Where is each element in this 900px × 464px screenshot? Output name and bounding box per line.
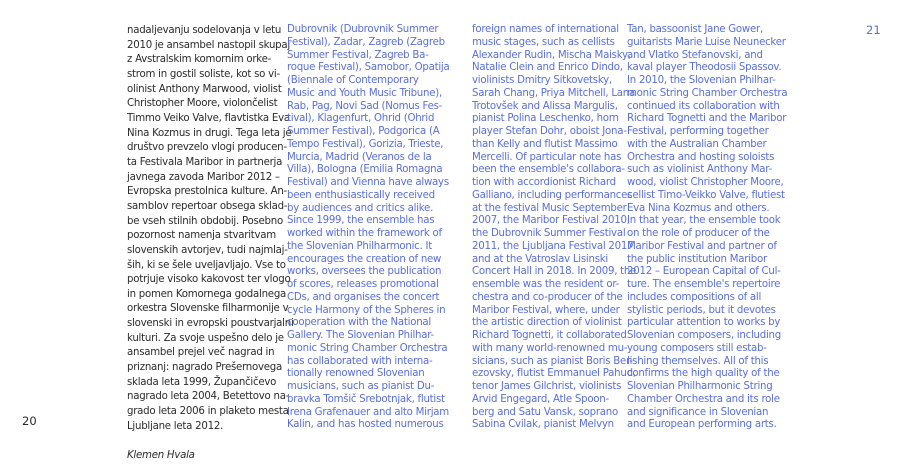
text-line: sicians, such as pianist Boris Ber-: [472, 355, 633, 367]
text-line: on the role of producer of the: [627, 228, 770, 239]
text-line: društvo prevzelo vlogi producen-: [127, 142, 287, 154]
text-line: 2010 je ansambel nastopil skupaj: [127, 39, 290, 51]
text-line: monic String Chamber Orchestra: [627, 87, 788, 99]
text-line: Since 1999, the ensemble has: [287, 215, 435, 227]
text-line: Sabina Cvilak, pianist Melvyn: [472, 419, 614, 431]
text-line: the artistic direction of violinist: [472, 317, 622, 329]
text-line: Alexander Rudin, Mischa Maisky,: [472, 49, 631, 61]
text-line: than Kelly and flutist Massimo: [472, 138, 618, 150]
text-line: grado leta 2006 in plaketo mesta: [127, 406, 289, 418]
text-line: continued its collaboration with: [627, 100, 780, 112]
text-line: in pomen Komornega godalnega: [127, 288, 287, 300]
text-line: Gallery. The Slovenian Philhar-: [287, 330, 434, 341]
text-line: been enthusiastically received: [287, 189, 435, 201]
text-line: ta Festivala Maribor in partnerja: [127, 156, 283, 168]
text-line: Festival) and Vienna have always: [287, 177, 449, 188]
text-line: Dubrovnik (Dubrovnik Summer: [287, 24, 439, 35]
page-number-left: 20: [22, 414, 37, 428]
text-line: pianist Polina Leschenko, horn: [472, 113, 619, 125]
text-line: CDs, and organises the concert: [287, 291, 440, 303]
text-line: Richard Tognetti, it collaborated: [472, 330, 627, 341]
text-line: nagrado leta 2004, Betettovo na-: [127, 391, 290, 403]
text-line: In that year, the ensemble took: [627, 215, 781, 227]
text-line: encourages the creation of new: [287, 253, 442, 265]
text-line: such as violinist Anthony Mar-: [627, 164, 773, 176]
text-line: the public institution Maribor: [627, 253, 767, 265]
text-line: kaval player Theodosii Spassov.: [627, 62, 782, 74]
text-line: ansambel prejel več nagrad in: [127, 347, 275, 359]
text-line: Slovenian composers, including: [627, 330, 781, 341]
text-line: and significance in Slovenian: [627, 406, 769, 418]
text-line: z Avstralskim komornim orke-: [127, 54, 272, 66]
text-line: nadaljevanju sodelovanja v letu: [127, 25, 282, 36]
text-line: ensemble was the resident or-: [472, 279, 620, 290]
text-line: 2007, the Maribor Festival 2010,: [472, 215, 630, 227]
text-line: bravka Tomšič Srebotnjak, flutist: [287, 393, 445, 405]
text-line: 2012 – European Capital of Cul-: [627, 266, 781, 278]
text-line: Festival, performing together: [627, 126, 769, 137]
text-line: Natalie Clein and Enrico Dindo,: [472, 62, 623, 74]
text-line: Murcia, Madrid (Veranos de la: [287, 151, 432, 163]
text-line: cycle Harmony of the Spheres in: [287, 304, 446, 316]
text-line: violinists Dmitry Sitkovetsky,: [472, 75, 612, 86]
text-line: tionally renowned Slovenian: [287, 368, 425, 380]
text-line: Trotovšek and Alissa Margulis,: [472, 100, 618, 112]
text-line: potrjuje visoko kakovost ter vlogo: [127, 274, 291, 286]
text-line: monic String Chamber Orchestra: [287, 342, 448, 354]
text-line: and Vlatko Stefanovski, and: [627, 49, 763, 61]
text-line: Concert Hall in 2018. In 2009, the: [472, 266, 637, 278]
text-line: particular attention to works by: [627, 317, 781, 329]
text-line: 2011, the Ljubljana Festival 2017: [472, 240, 634, 252]
text-line: Ljubljane leta 2012.: [127, 420, 224, 432]
text-line: Maribor Festival, where, under: [472, 304, 620, 316]
text-line: strom in gostil soliste, kot so vi-: [127, 68, 280, 80]
text-line: In 2010, the Slovenian Philhar-: [627, 75, 776, 86]
text-line: at the festival Music September: [472, 202, 627, 214]
text-line: Evropska prestolnica kulture. An-: [127, 186, 287, 198]
text-line: Timmo Veiko Valve, flavtistka Eva: [127, 112, 290, 124]
text-line: slovenski in evropski poustvarjalni: [127, 318, 294, 330]
text-line: with many world-renowned mu-: [472, 342, 628, 354]
text-line: ture. The ensemble's repertoire: [627, 279, 781, 290]
text-line: priznanj: nagrado Prešernovega: [127, 362, 283, 374]
english-text-column-3: [627, 24, 792, 432]
text-line: wood, violist Christopher Moore,: [627, 177, 784, 188]
text-line: guitarists Marie Luise Neunecker: [627, 36, 786, 48]
text-line: works, oversees the publication: [287, 266, 442, 278]
english-text-column-1: [287, 24, 452, 432]
text-line: be vseh stilnih obdobij. Posebno: [127, 215, 283, 227]
text-line: Summer Festival), Podgorica (A: [287, 126, 440, 137]
text-line: of scores, releases promotional: [287, 279, 439, 290]
text-line: Arvid Engegard, Atle Spoon-: [472, 393, 609, 405]
text-line: Tempo Festival), Gorizia, Trieste,: [287, 138, 444, 150]
text-line: pozornost namenja stvaritvam: [127, 230, 276, 242]
text-line: worked within the framework of: [287, 228, 442, 239]
text-line: orkestra Slovenske filharmonije v: [127, 303, 289, 315]
text-line: player Stefan Dohr, oboist Jona-: [472, 126, 627, 137]
text-line: tival), Klagenfurt, Ohrid (Ohrid: [287, 113, 435, 125]
text-line: Irena Grafenauer and alto Mirjam: [287, 406, 449, 418]
text-line: stylistic periods, but it devotes: [627, 304, 776, 316]
text-line: Music and Youth Music Tribune),: [287, 87, 442, 99]
text-line: cellist Timo-Veikko Valve, flutiest: [627, 189, 785, 201]
text-line: Summer Festival, Zagreb Ba-: [287, 49, 429, 61]
text-line: Festival), Zadar, Zagreb (Zagreb: [287, 36, 445, 48]
text-line: Rab, Pag, Novi Sad (Nomus Fes-: [287, 100, 443, 112]
text-line: Mercelli. Of particular note has: [472, 151, 622, 163]
text-line: Eva Nina Kozmus and others.: [627, 202, 770, 214]
text-line: (Biennale of Contemporary: [287, 75, 419, 86]
text-line: been the ensemble's collabora-: [472, 164, 625, 176]
text-line: Richard Tognetti and the Maribor: [627, 113, 787, 125]
text-line: ših, ki se šele uveljavljajo. Vse to: [127, 259, 286, 271]
text-line: the Dubrovnik Summer Festival: [472, 228, 626, 239]
text-line: Kalin, and has hosted numerous: [287, 419, 444, 431]
text-line: sklada leta 1999, Župančičevo: [127, 376, 277, 388]
text-line: Tan, bassoonist Jane Gower,: [627, 24, 763, 35]
text-line: with the Australian Chamber: [627, 138, 767, 150]
text-line: cooperation with the National: [287, 317, 431, 329]
text-line: Maribor Festival and partner of: [627, 240, 777, 252]
page-number-right: 21: [866, 23, 881, 37]
text-line: and European performing arts.: [627, 419, 777, 431]
text-line: Chamber Orchestra and its role: [627, 393, 780, 405]
text-line: foreign names of international: [472, 24, 619, 35]
text-line: Christopher Moore, violončelist: [127, 98, 278, 110]
text-line: Nina Kozmus in drugi. Tega leta je: [127, 127, 292, 139]
text-line: chestra and co-producer of the: [472, 291, 623, 303]
text-line: Galliano, including performances: [472, 189, 633, 201]
text-line: slovenskih avtorjev, tudi najmlaj-: [127, 244, 288, 256]
text-line: javnega zavoda Maribor 2012 –: [127, 171, 280, 183]
text-line: musicians, such as pianist Du-: [287, 381, 435, 392]
text-line: kulturi. Za svoje uspešno delo je: [127, 332, 284, 344]
text-line: young composers still estab-: [627, 342, 767, 354]
text-line: Slovenian Philharmonic String: [627, 381, 773, 392]
text-line: tenor James Gilchrist, violinists: [472, 381, 622, 392]
text-line: and at the Vatroslav Lisinski: [472, 253, 608, 265]
text-line: music stages, such as cellists: [472, 36, 615, 48]
text-line: olinist Anthony Marwood, violist: [127, 83, 282, 95]
author-signature: Klemen Hvala: [127, 450, 195, 462]
text-line: Orchestra and hosting soloists: [627, 151, 775, 163]
text-line: includes compositions of all: [627, 291, 762, 303]
text-line: by audiences and critics alike.: [287, 202, 434, 214]
text-line: lishing themselves. All of this: [627, 355, 769, 367]
text-line: Villa), Bologna (Emilia Romagna: [287, 164, 443, 176]
slovene-text-column: [127, 24, 294, 464]
text-line: Sarah Chang, Priya Mitchell, Lana: [472, 87, 635, 99]
text-line: tion with accordionist Richard: [472, 177, 616, 188]
text-line: ezovsky, flutist Emmanuel Pahud,: [472, 368, 636, 380]
text-line: berg and Satu Vansk, soprano: [472, 406, 618, 418]
english-text-column-2: [472, 24, 637, 432]
text-line: samblov repertoar obsega sklad-: [127, 200, 288, 212]
text-line: roque Festival), Samobor, Opatija: [287, 62, 450, 74]
text-line: has collaborated with interna-: [287, 355, 433, 367]
text-line: confirms the high quality of the: [627, 368, 780, 380]
text-line: the Slovenian Philharmonic. It: [287, 240, 432, 252]
